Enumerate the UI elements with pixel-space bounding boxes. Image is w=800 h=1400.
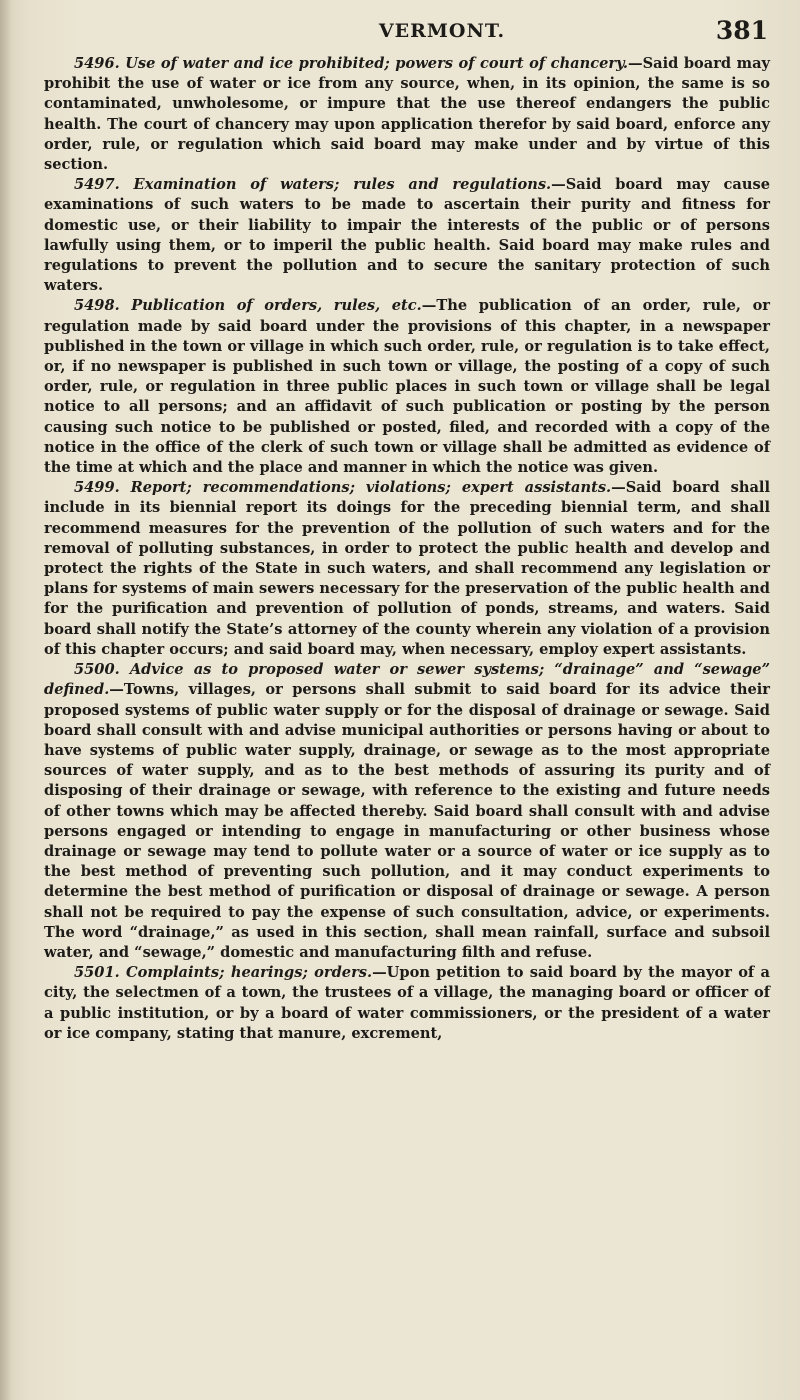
section-title: 5499. Report; recommendations; violations; expert assistants. [74, 479, 612, 497]
section-5496 [44, 54, 770, 175]
section-text: —Upon petition to said board by the mayor of a city, the selectmen of a town, the trustees of a village, the managing board or officer of a public institution, or by a board of water commissioners, or the president of a water or ice company, stating that manure, excrement, [44, 964, 770, 1042]
section-5497 [44, 175, 770, 296]
page-number: 381 [715, 16, 768, 45]
section-5501 [44, 963, 770, 1044]
section-text: —Said board may prohibit the use of water or ice from any source, when, in its opinion, the same is so contaminated, unwholesome, or impure that the use thereof endangers the public health. The court of chancery may upon application therefor by said board, enforce any order, rule, or regulation which said board may make under and by virtue of this section. [44, 55, 771, 174]
section-title: 5497. Examination of waters; rules and regulations. [74, 176, 552, 194]
section-text: —The publication of an order, rule, or regulation made by said board under the provisions of this chapter, in a newspaper published in the town or village in which such order, rule, or regulation is to take effect, or, if no newspaper is published in such town or village, the posting of a copy of such order, rule, or regulation in three public places in such town or village shall be legal notice to all persons; and an affidavit of such publication or posting by the person causing such notice to be published or posted, filed, and recorded with a copy of the notice in the office of the clerk of such town or village shall be admitted as evidence of the time at which and the place and manner in which the notice was given. [44, 297, 770, 477]
section-title: 5496. Use of water and ice prohibited; powers of court of chancery. [74, 55, 628, 72]
section-text: —Said board may cause examinations of such waters to be made to ascertain their purity and fitness for domestic use, or their liability to impair the interests of the public or of persons lawfully using them, or to imperil the public health. Said board may make rules and regulations to prevent the pollution and to secure the sanitary protection of such waters. [44, 176, 770, 295]
section-title: 5500. Advice as to proposed water or sewer systems; “drainage” and “sewage” defined. [44, 661, 770, 699]
section-title: 5498. Publication of orders, rules, etc. [74, 297, 422, 315]
section-5500 [44, 660, 770, 963]
section-text: —Towns, villages, or persons shall submit to said board for its advice their proposed systems of public water supply or for the disposal of drainage or sewage. Said board shall consult with and advise municipal authorities or persons having or about to have systems of public water supply, drainage, or sewage as to the most appropriate sources of water supply, and as to the best methods of assuring its purity and of disposing of their drainage or sewage, with reference to the existing and future needs of other towns which may be affected thereby. Said board shall consult with and advise persons engaged or intending to engage in manufacturing or other business whose drainage or sewage may tend to pollute water or a source of water or ice supply as to the best method of preventing such pollution, and it may conduct experiments to determine the best method of purification or disposal of drainage or sewage. A person shall not be required to pay the expense of such consultation, advice, or experiments. The word “drainage,” as used in this section, shall mean rainfall, surface and subsoil water, and “sewage,” domestic and manufacturing filth and refuse. [44, 681, 770, 961]
section-5498 [44, 296, 770, 478]
page-header [44, 14, 770, 48]
document-body [44, 54, 770, 1044]
section-5499 [44, 478, 770, 660]
running-head: VERMONT. [378, 20, 506, 42]
section-title: 5501. Complaints; hearings; orders. [74, 964, 373, 982]
section-text: —Said board shall include in its biennial report its doings for the preceding biennial term, and shall recommend measures for the prevention of the pollution of such waters and for the removal of polluting substances, in order to protect the public health and develop and protect the rights of the State in such waters, and shall recommend any legislation or plans for systems of main sewers necessary for the preservation of the public health and for the purification and prevention of pollution of ponds, streams, and waters. Said board shall notify the State’s attorney of the county wherein any violation of a provision of this chapter occurs; and said board may, when necessary, employ expert assistants. [44, 479, 770, 658]
